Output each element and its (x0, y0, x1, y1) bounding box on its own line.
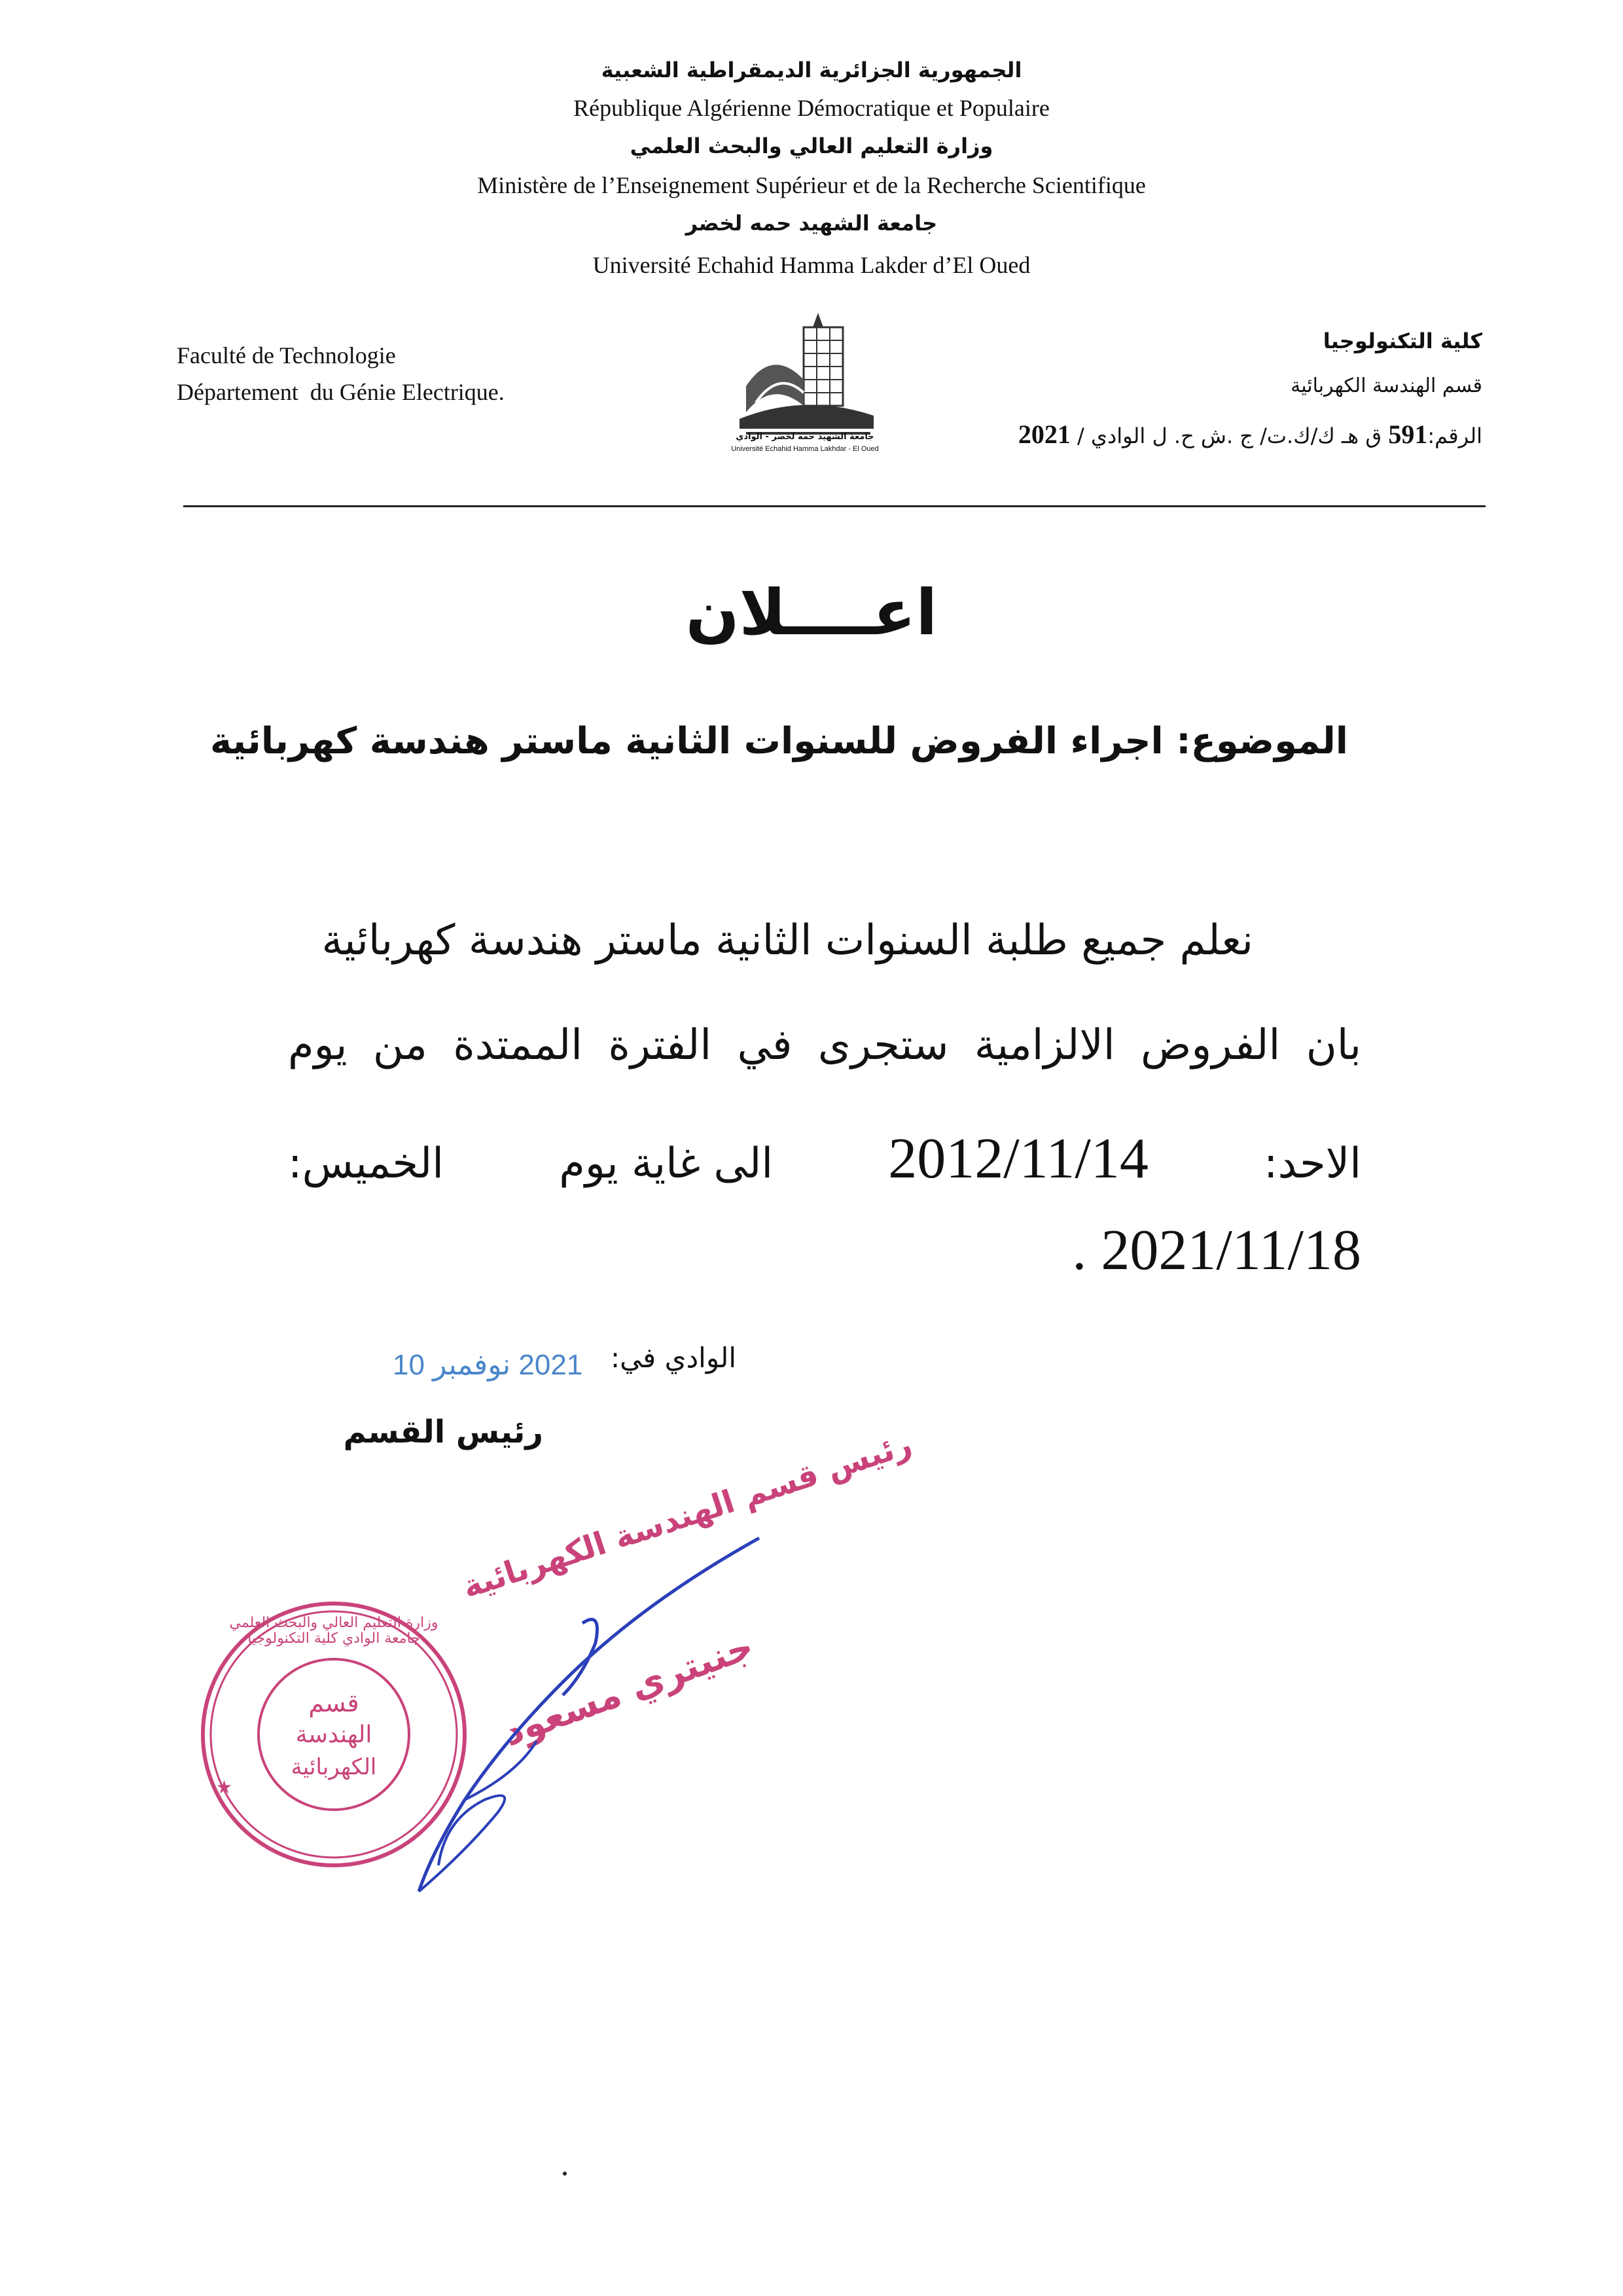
body-line-1: نعلم جميع طلبة السنوات الثانية ماستر هندسة كهربائية (321, 916, 1253, 965)
subject-text: اجراء الفروض للسنوات الثانية ماستر هندسة كهربائية (209, 720, 1164, 762)
seal-inner-1: قسم (308, 1689, 359, 1717)
date-end: . 2021/11/18 (1072, 1219, 1361, 1282)
faculty-ar: كلية التكنولوجيا (1323, 329, 1482, 353)
handwritten-name: جنيتري مسعود (497, 1624, 759, 1755)
svg-text:★: ★ (216, 1776, 233, 1798)
university-fr: Université Echahid Hamma Lakder d’El Oued (592, 252, 1031, 278)
handwritten-title: رئيس قسم الهندسة الكهربائية (458, 1426, 916, 1606)
seal-inner-3: الكهربائية (291, 1754, 377, 1780)
body-line-3 (288, 1126, 1361, 1204)
university-ar: جامعة الشهيد حمه لخضر (685, 211, 938, 236)
republic-fr: République Algérienne Démocratique et Populaire (573, 95, 1050, 121)
seal-inner-2: الهندسة (295, 1721, 372, 1748)
subject-label: الموضوع: (1176, 720, 1348, 762)
department-ar: قسم الهندسة الكهربائية (1291, 374, 1482, 397)
signature-scribble (366, 1525, 785, 1918)
date-stamp: 2021 نوفمبر 10 (393, 1349, 583, 1381)
role-title: رئيس القسم (343, 1414, 543, 1450)
university-logo (726, 308, 883, 465)
reference-line (1018, 419, 1482, 450)
line3-end: الخميس: (288, 1139, 444, 1188)
ministry-ar: وزارة التعليم العالي والبحث العلمي (630, 134, 993, 158)
header-divider (183, 505, 1486, 507)
reference-code: ق هـ ك/ك.ت/ ج .ش ح. ل الوادي / (1077, 423, 1382, 448)
department-fr: Département du Génie Electrique. (177, 379, 505, 405)
place-label: الوادي في: (611, 1342, 736, 1374)
logo-caption-ar: جامعة الشهيد حمه لخضر - الوادي (736, 432, 874, 442)
signature-icon (366, 1525, 785, 1918)
line3-mid: الى غاية يوم (559, 1139, 774, 1188)
reference-year: 2021 (1018, 420, 1071, 449)
reference-number: 591 (1388, 420, 1428, 449)
ministry-fr: Ministère de l’Enseignement Supérieur et de la Recherche Scientifique (477, 172, 1146, 198)
subject-line (210, 720, 1348, 762)
faculty-fr: Faculté de Technologie (177, 342, 396, 368)
line3-start: الاحد: (1264, 1139, 1361, 1188)
republic-ar: الجمهورية الجزائرية الديمقراطية الشعبية (601, 58, 1022, 82)
logo-caption-fr: Université Echahid Hamma Lakhdar - El Oued (731, 445, 879, 453)
body-line-2: بان الفروض الالزامية ستجرى في الفترة الممتدة من يوم (288, 1021, 1361, 1069)
announcement-title: اعــــلان (685, 576, 938, 649)
reference-label: الرقم: (1427, 423, 1482, 448)
date-start: 2012/11/14 (888, 1127, 1149, 1191)
seal-outer-text: وزارة التعليم العالي والبحث العلمي جامعة الوادي كلية التكنولوجيا (229, 1615, 438, 1647)
stray-dot (563, 2172, 567, 2176)
